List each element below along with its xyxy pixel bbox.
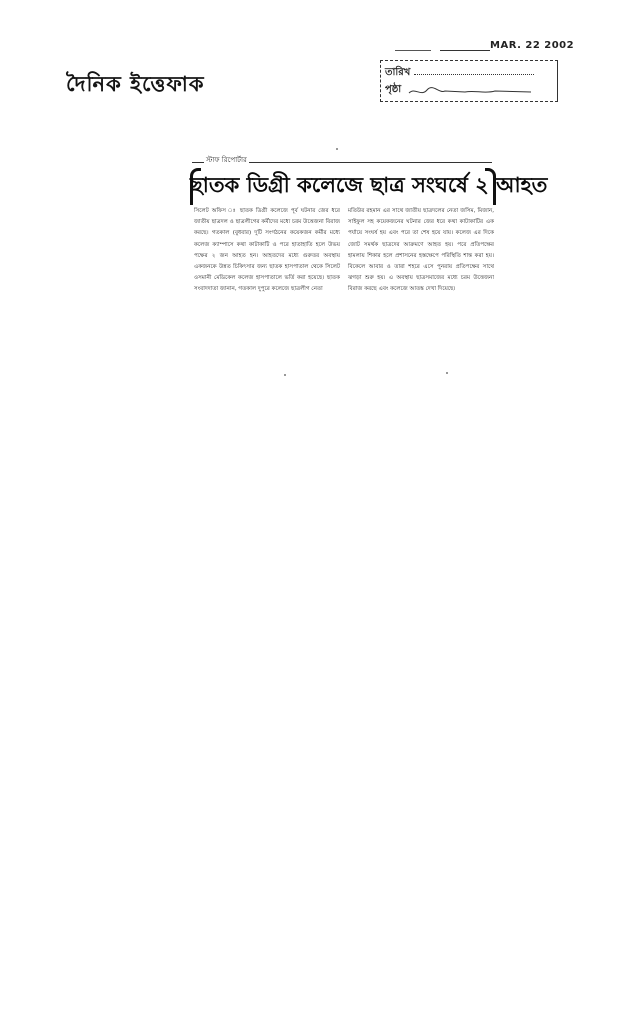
article-body (194, 206, 494, 296)
article-paragraph: সিলেট অফিস ঃ ছাতক ডিগ্রী কলেজে পূর্ব ঘটনার জের ধরে জাতীয় ছাত্রদল ও ছাত্রলীগের কর্মীদের মধ্যে চরম উত্তেজনা বিরাজ করছে। গতকাল (বুধবার) দুটি সংগঠনের কয়েকজন কর্মীর মধ্যে কলেজ ক্যাম্পাসে কথা কাটাকাটি ও পরে হাতাহাতি হলে উভয় পক্ষের ২ জন আহত হন। আহতদের মধ্যে গুরুতর অবস্থায় একজনকে উন্নত চিকিৎসার জন্য ছাতক হাসপাতাল থেকে সিলেট ওসমানী মেডিকেল কলেজ হাসপাতালে ভর্তি করা হয়েছে। ছাতক সংবাদদাতা জানান, গতকাল দুপুরে কলেজে ছাত্রলীগ নেতা (194, 208, 340, 293)
article-headline: ছাতক ডিগ্রী কলেজে ছাত্র সংঘর্ষে ২ আহত (190, 172, 548, 197)
filing-stamp-page-row (385, 82, 535, 99)
filing-stamp-date-label: তারিখ (385, 67, 411, 78)
article-column-right (348, 206, 494, 296)
filing-stamp-page-label: পৃষ্ঠা (385, 84, 402, 95)
filing-stamp (380, 60, 558, 102)
scan-speck (446, 372, 448, 374)
article-kicker: স্টাফ রিপোর্টার (206, 156, 247, 164)
filing-stamp-date-row (385, 65, 534, 82)
date-stamp: MAR. 22 2002 (490, 40, 575, 51)
scan-speck (284, 374, 286, 376)
article-column-left (194, 206, 340, 296)
date-stamp-line (395, 50, 431, 51)
news-clipping (190, 156, 548, 354)
article-paragraph: মতিউর রহমান এর সাথে জাতীয় ছাত্রদলের নেতা জসিম, মিজান, সাইফুল সহ কয়েকজনের ঘটনার জের ধরে কথা কাটাকাটির এক পর্যায়ে সংঘর্ষ হয় এবং পরে তা শেষ হয়ে যায়। কলেজ এর দিকে জোট সমর্থক ছাত্রদের আক্রমণে আহত হয়। পরে প্রতিপক্ষের হামলায় শিকার হলে প্রশাসনের হস্তক্ষেপে পরিস্থিতি শান্ত করা হয়। বিকেলে আবার ও তারা শহরে এসে পুনরায় প্রতিপক্ষের সাথে ঝগড়া শুরু হয়। এ অবস্থায় ছাত্রসমাজের মধ্যে চরম উত্তেজনা বিরাজ করছে এবং কলেজে আতঙ্ক দেখা দিয়েছে। (348, 208, 494, 293)
newspaper-name: দৈনিক ইত্তেফাক (66, 71, 205, 96)
handwritten-signature (405, 85, 535, 97)
date-stamp-line (440, 50, 490, 51)
handwritten-scribble (414, 73, 534, 75)
scan-speck (336, 148, 338, 150)
